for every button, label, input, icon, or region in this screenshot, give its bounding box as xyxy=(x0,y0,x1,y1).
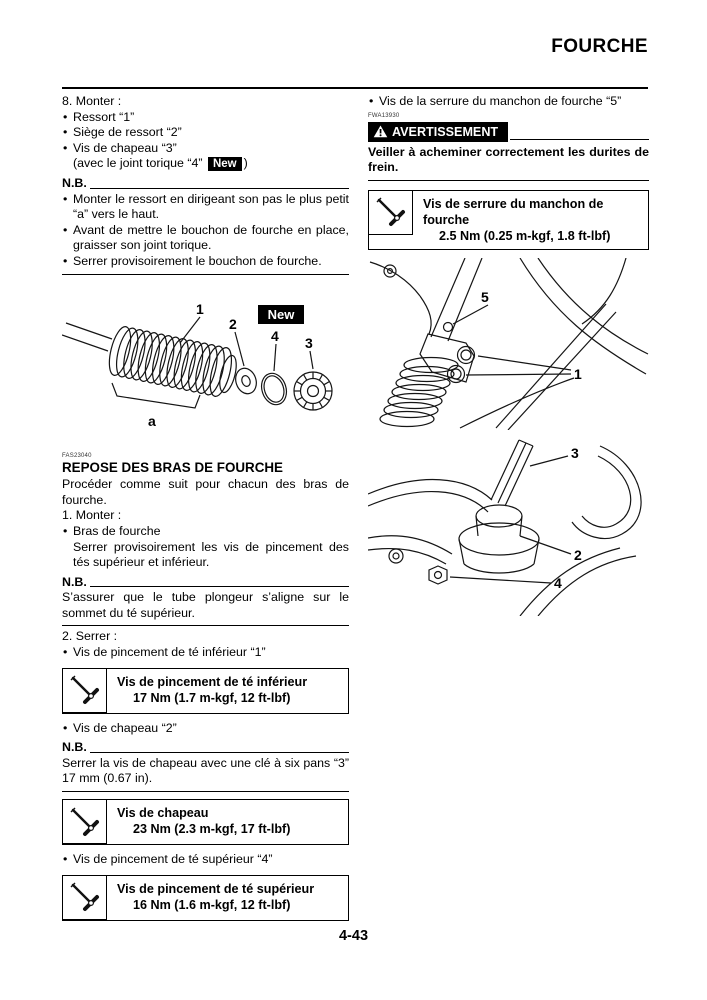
warning-triangle-icon xyxy=(373,125,388,138)
torque-value: 16 Nm (1.6 m-kgf, 12 ft-lbf) xyxy=(133,897,291,912)
torque-name: Vis de serrure du manchon de fourche xyxy=(423,196,604,227)
list-item: • Monter le ressort en dirigeant son pas le plus petit “a” vers le haut. xyxy=(62,192,349,223)
torque-wrench-icon xyxy=(63,669,107,713)
note-text: S’assurer que le tube plongeur s’aligne sur le sommet du té supérieur. xyxy=(62,590,349,620)
list-item: • Ressort “1” xyxy=(62,110,349,126)
list-item: • Avant de mettre le bouchon de fourche en place, graisser son joint torique. xyxy=(62,223,349,254)
figure-label-2: 2 xyxy=(229,315,237,332)
right-column xyxy=(368,94,649,616)
step2-list xyxy=(62,852,349,868)
spring-assembly-figure xyxy=(62,299,349,439)
step1-title: 1. Monter : xyxy=(62,508,122,523)
figure-label-2: 2 xyxy=(574,546,582,563)
figure-label-a: a xyxy=(148,412,156,429)
note-list xyxy=(62,192,349,270)
list-item: • Vis de pincement de té inférieur “1” xyxy=(62,645,349,661)
warning-header xyxy=(368,122,649,142)
step2-list xyxy=(62,721,349,737)
new-badge-label: New xyxy=(267,306,295,322)
warning-code: FWA13930 xyxy=(368,112,400,119)
warning-badge xyxy=(368,122,508,142)
figure-label-4: 4 xyxy=(271,327,279,344)
left-column xyxy=(62,94,349,928)
warning-rule xyxy=(510,139,649,140)
list-item: • Siège de ressort “2” xyxy=(62,125,349,141)
list-item: • Vis de chapeau “2” xyxy=(62,721,349,737)
list-item: • Vis de chapeau “3” xyxy=(62,141,349,157)
torque-wrench-icon xyxy=(63,800,107,844)
section-title: REPOSE DES BRAS DE FOURCHE xyxy=(62,459,283,475)
header-divider xyxy=(62,87,648,89)
torque-spec-box xyxy=(62,799,349,845)
new-badge: New xyxy=(208,157,242,171)
step8-title: 8. Monter : xyxy=(62,94,122,108)
step2-title: 2. Serrer : xyxy=(62,629,118,644)
note-label: N.B. xyxy=(62,575,349,591)
list-item: • Bras de fourche xyxy=(62,524,349,540)
step8-subitem xyxy=(62,156,349,172)
warning-end-rule xyxy=(368,180,649,181)
note-end-rule xyxy=(62,791,349,792)
step2-list xyxy=(62,645,349,661)
page-number: 4-43 xyxy=(338,928,369,944)
note-block xyxy=(62,575,349,627)
torque-wrench-icon xyxy=(369,191,413,235)
warning-badge-label: AVERTISSEMENT xyxy=(392,124,499,139)
list-item: • Serrer provisoirement le bouchon de fourche. xyxy=(62,254,349,270)
figure-label-3: 3 xyxy=(571,444,579,461)
note-text: Serrer la vis de chapeau avec une clé à six pans “3” 17 mm (0.67 in). xyxy=(62,755,349,786)
torque-value: 23 Nm (2.3 m-kgf, 17 ft-lbf) xyxy=(133,822,291,837)
fork-upper-figure xyxy=(368,436,649,616)
figure-label-1: 1 xyxy=(574,365,582,382)
figure-label-3: 3 xyxy=(305,334,313,351)
torque-name: Vis de chapeau xyxy=(117,806,209,821)
step1-list xyxy=(62,524,349,540)
figure-label-4: 4 xyxy=(554,574,562,591)
note-block xyxy=(62,740,349,792)
subitem-close: ) xyxy=(243,156,248,171)
paragraph-code: FAS23040 xyxy=(62,452,92,459)
step8-list xyxy=(62,110,349,157)
list-item: • Vis de pincement de té supérieur “4” xyxy=(62,852,349,868)
torque-spec-box xyxy=(62,875,349,921)
page-title: FOURCHE xyxy=(551,36,648,57)
step1-note: Serrer provisoirement les vis de pincement des tés supérieur et inférieur. xyxy=(73,539,349,570)
note-label: N.B. xyxy=(62,176,349,192)
torque-spec-box xyxy=(368,190,649,250)
figure-label-5: 5 xyxy=(481,288,489,305)
fork-lower-figure xyxy=(368,258,649,430)
torque-value: 17 Nm (1.7 m-kgf, 12 ft-lbf) xyxy=(133,690,291,705)
subitem-text: (avec le joint torique “4” xyxy=(73,156,203,171)
figure-label-1: 1 xyxy=(196,300,204,317)
torque-name: Vis de pincement de té inférieur xyxy=(117,674,308,689)
note-label: N.B. xyxy=(62,740,349,756)
section-intro: Procéder comme suit pour chacun des bras de fourche. xyxy=(62,477,349,507)
warning-text: Veiller à acheminer correctement les durites de frein. xyxy=(368,144,649,175)
torque-name: Vis de pincement de té supérieur xyxy=(117,881,315,896)
item5-list xyxy=(368,94,649,110)
note-block xyxy=(62,176,349,275)
torque-spec-box xyxy=(62,668,349,714)
note-end-rule xyxy=(62,625,349,626)
list-item: • Vis de la serrure du manchon de fourche “5” xyxy=(368,94,649,110)
torque-value: 2.5 Nm (0.25 m-kgf, 1.8 ft-lbf) xyxy=(439,228,611,243)
torque-wrench-icon xyxy=(63,876,107,920)
note-end-rule xyxy=(62,274,349,275)
